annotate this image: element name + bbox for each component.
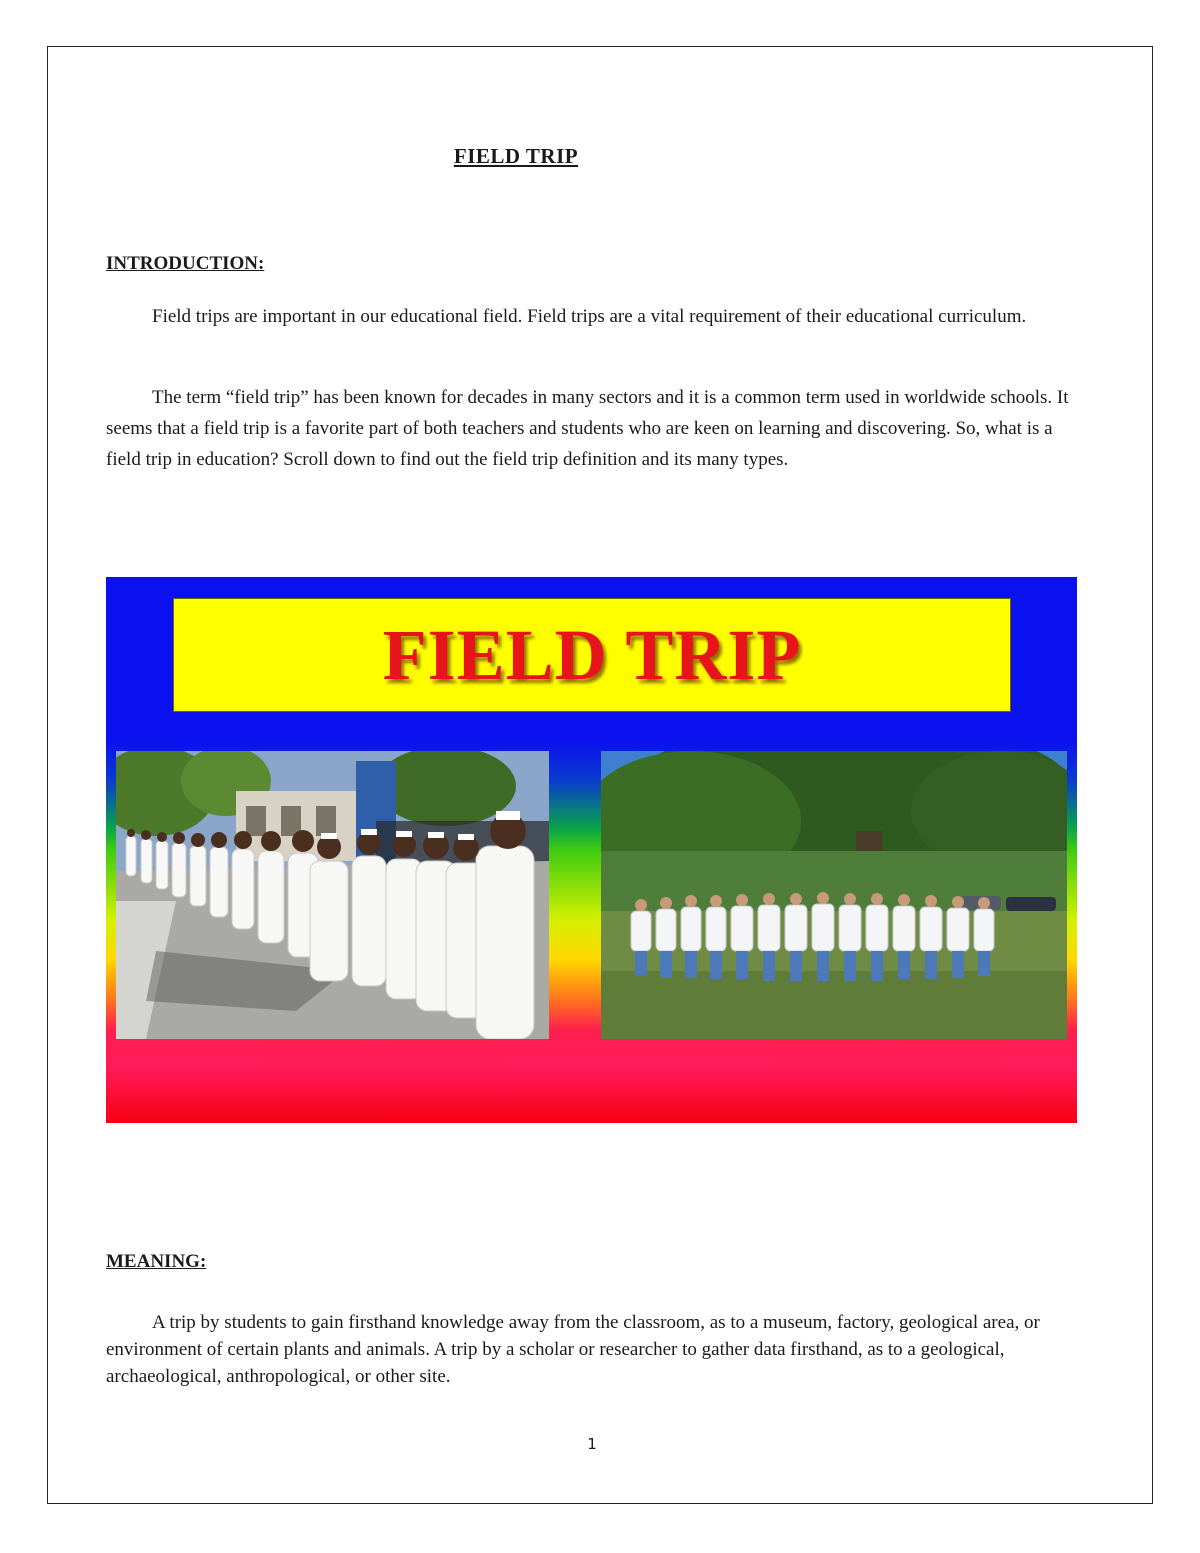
intro-paragraph-1: Field trips are important in our educational field. Field trips are a vital requirement of their educational curriculum.	[152, 306, 1027, 327]
photo-group-white-coats	[601, 751, 1067, 1039]
introduction-heading: INTRODUCTION:	[106, 253, 265, 274]
photo-nursing-students-walking	[116, 751, 549, 1039]
banner-title: FIELD TRIP	[382, 614, 802, 695]
banner-title-box	[173, 598, 1011, 712]
meaning-paragraph: A trip by students to gain firsthand knowledge away from the classroom, as to a museum, factory, geological area, or environment of certain plants and animals. A trip by a scholar or researcher to gather data firsthand, as to a geological, archaeological, anthropological, or other site.	[106, 1312, 1040, 1387]
field-trip-banner	[106, 577, 1077, 1123]
meaning-heading: MEANING:	[106, 1251, 207, 1272]
page-number: 1	[587, 1435, 597, 1453]
intro-paragraph-2: The term “field trip” has been known for decades in many sectors and it is a common term used in worldwide schools. It seems that a field trip is a favorite part of both teachers and students who are keen on learning and discovering. So, what is a field trip in education? Scroll down to find out the field trip definition and its many types.	[106, 387, 1069, 470]
page-title: FIELD TRIP	[453, 144, 579, 168]
